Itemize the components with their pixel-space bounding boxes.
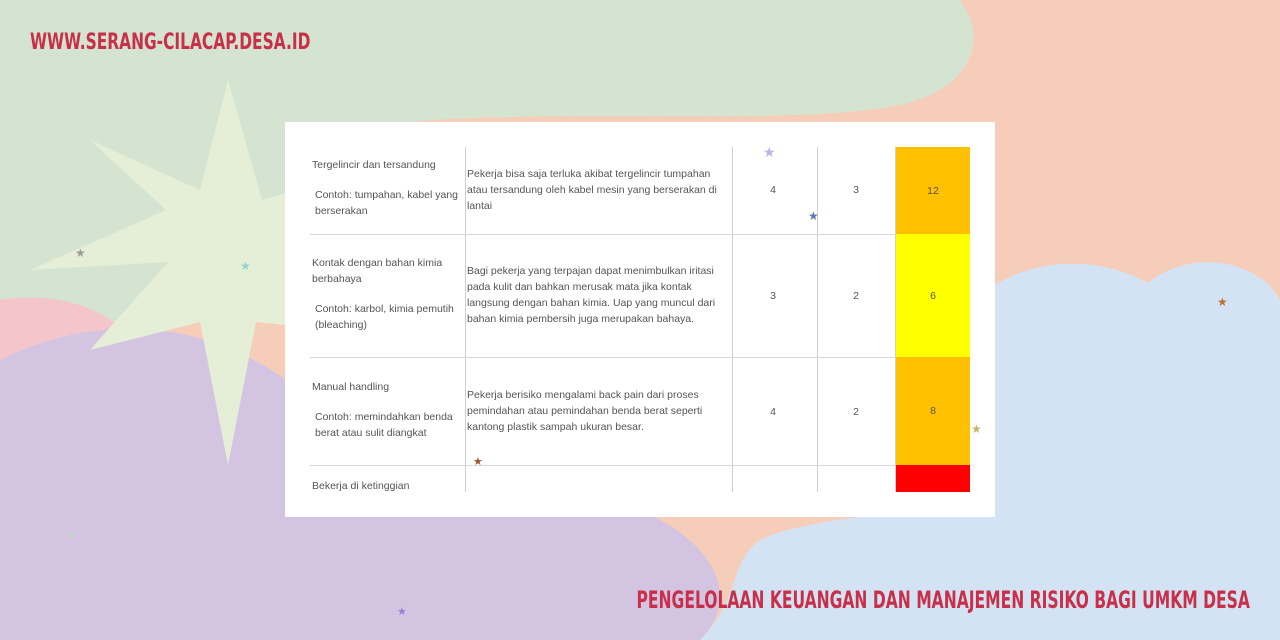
hazard-cell xyxy=(312,255,462,333)
sparkle-icon: ★ xyxy=(473,456,483,468)
hazard-name: Kontak dengan bahan kimia berbahaya xyxy=(312,257,443,285)
hazard-name: Tergelincir dan tersandung xyxy=(312,159,436,171)
risk-score-cell: 6 xyxy=(896,234,970,357)
sparkle-icon: ★ xyxy=(808,209,819,223)
hazard-cell xyxy=(312,478,462,494)
hazard-name: Manual handling xyxy=(312,381,390,393)
hazard-example: Contoh: karbol, kimia pemutih (bleaching) xyxy=(315,303,454,331)
risk-score-cell xyxy=(896,465,970,492)
hazard-name: Bekerja di ketinggian xyxy=(312,480,410,492)
likelihood-cell: 4 xyxy=(770,406,776,418)
hazard-cell xyxy=(312,157,462,219)
site-url[interactable]: WWW.SERANG-CILACAP.DESA.ID xyxy=(30,30,311,55)
description-cell: Pekerja berisiko mengalami back pain dari proses pemindahan atau pemindahan benda berat seperti kantong plastik sampah ukuran besar. xyxy=(467,389,703,433)
severity-cell: 3 xyxy=(853,184,859,196)
sparkle-icon: ★ xyxy=(66,530,75,541)
hazard-example: Contoh: tumpahan, kabel yang berserakan xyxy=(315,189,459,217)
sparkle-icon: ★ xyxy=(1217,295,1228,309)
description-cell: Pekerja bisa saja terluka akibat tergelincir tumpahan atau tersandung oleh kabel mesin yang berserakan di lantai xyxy=(467,168,717,212)
sparkle-icon: ★ xyxy=(763,144,776,160)
risk-table-image xyxy=(285,122,995,517)
sparkle-icon: ★ xyxy=(240,259,251,273)
risk-score-cell: 12 xyxy=(896,147,970,234)
sparkle-icon: ★ xyxy=(75,246,86,260)
hazard-example: Contoh: memindahkan benda berat atau sulit diangkat xyxy=(315,411,453,439)
article-title[interactable]: PENGELOLAAN KEUANGAN DAN MANAJEMEN RISIKO BAGI UMKM DESA xyxy=(636,586,1250,614)
likelihood-cell: 3 xyxy=(770,290,776,302)
risk-assessment-table xyxy=(285,122,995,517)
severity-cell: 2 xyxy=(853,406,859,418)
hazard-cell xyxy=(312,379,462,441)
likelihood-cell: 4 xyxy=(770,184,776,196)
sparkle-icon: ★ xyxy=(971,422,982,436)
risk-score-cell: 8 xyxy=(896,357,970,465)
description-cell: Bagi pekerja yang terpajan dapat menimbulkan iritasi pada kulit dan bahkan merusak mata jika kontak langsung dengan bahan kimia. Uap yang muncul dari bahan kimia pembersih juga merupakan bahaya. xyxy=(467,265,716,325)
severity-cell: 2 xyxy=(853,290,859,302)
sparkle-icon: ★ xyxy=(397,606,407,618)
